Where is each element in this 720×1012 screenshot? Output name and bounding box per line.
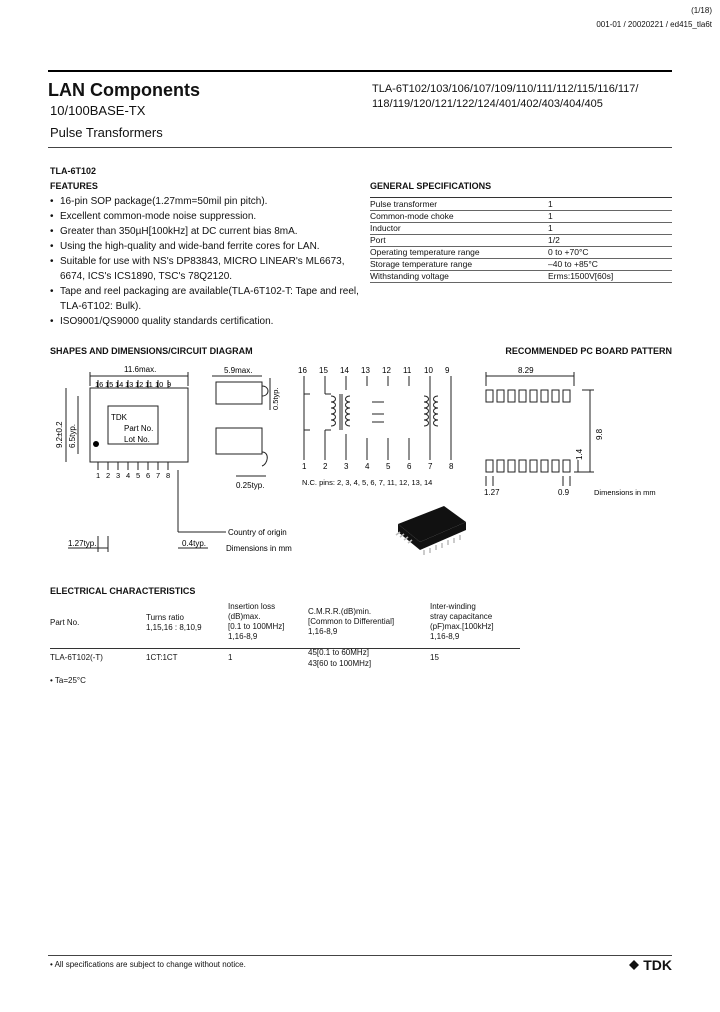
pin-label-5: 5 <box>136 471 141 480</box>
circuit-pin: 1 <box>302 462 307 471</box>
spec-label: Pulse transformer <box>370 199 438 209</box>
insertion-line: [0.1 to 100MHz] <box>228 622 285 631</box>
spec-label: Port <box>370 235 386 245</box>
capacitance-line: Inter-winding <box>430 602 476 611</box>
marking-lot: Lot No. <box>124 435 150 444</box>
pin-label-16: 16 <box>95 380 104 389</box>
capacitance-line: 1,16-8,9 <box>430 632 460 641</box>
general-specs-table <box>370 197 672 286</box>
spec-value: 0 to +70°C <box>548 247 589 257</box>
features-heading: FEATURES <box>50 181 98 191</box>
pin-label-15: 15 <box>105 380 114 389</box>
insertion-line: Insertion loss <box>228 602 276 611</box>
pin-label-14: 14 <box>115 380 124 389</box>
package-units: Dimensions in mm <box>226 544 292 553</box>
header-rule <box>48 70 672 72</box>
pin-label-3: 3 <box>116 471 121 480</box>
pin-label-8: 8 <box>166 471 171 480</box>
capacitance-line: (pF)max.[100kHz] <box>430 622 494 631</box>
pin-label-11: 11 <box>145 380 153 389</box>
shapes-heading: SHAPES AND DIMENSIONS/CIRCUIT DIAGRAM <box>50 346 253 356</box>
side-view-drawing <box>212 364 292 492</box>
general-specs-heading: GENERAL SPECIFICATIONS <box>370 181 492 191</box>
marking-part: Part No. <box>124 424 154 433</box>
footer-rule <box>48 955 672 956</box>
model-heading: TLA-6T102 <box>50 166 97 176</box>
circuit-pin: 3 <box>344 462 349 471</box>
component-photo <box>388 496 478 556</box>
feature-item: • Using the high-quality and wide-band ferrite cores for LAN. <box>50 239 360 254</box>
pcb-pattern-drawing <box>478 364 678 498</box>
cell-capacitance: 15 <box>430 653 439 662</box>
dim-lead-bend: 0.5typ. <box>271 387 280 410</box>
cell-cmrr-1: 45[0.1 to 60MHz] <box>308 648 369 657</box>
cell-part: TLA-6T102(-T) <box>50 653 103 662</box>
spec-label: Storage temperature range <box>370 259 473 269</box>
spec-label: Withstanding voltage <box>370 271 449 281</box>
cmrr-line: [Common to Differential] <box>308 617 395 626</box>
capacitance-line: stray capacitance <box>430 612 493 621</box>
dim-body: 6.5typ. <box>68 423 77 448</box>
dim-height: 9.2±0.2 <box>55 421 64 448</box>
model-list-2: 118/119/120/121/122/124/401/402/403/404/405 <box>372 98 603 110</box>
table-rule <box>50 648 520 649</box>
spec-label: Operating temperature range <box>370 247 480 257</box>
feature-item: • ISO9001/QS9000 quality standards certification. <box>50 314 360 329</box>
feature-item: • Tape and reel packaging are available(TLA-6T102-T: Tape and reel, TLA-6T102: Bulk). <box>50 284 360 314</box>
pin-label-10: 10 <box>155 380 164 389</box>
tdk-logo <box>628 957 672 973</box>
circuit-pin: 11 <box>403 366 412 375</box>
circuit-pin: 5 <box>386 462 391 471</box>
feature-item: • Suitable for use with NS's DP83843, MICRO LINEAR's ML6673, 6674, ICS's ICS1890, TSC's 78Q2120. <box>50 254 360 284</box>
spec-value: –40 to +85°C <box>548 259 598 269</box>
circuit-pin: 9 <box>445 366 450 375</box>
spec-value: 1 <box>548 211 553 221</box>
tdk-logo-icon <box>628 959 640 971</box>
pin-label-13: 13 <box>125 380 134 389</box>
features-list <box>50 194 360 329</box>
electrical-table <box>50 600 520 672</box>
pin-label-9: 9 <box>167 380 172 389</box>
circuit-diagram <box>292 364 472 488</box>
nc-note: N.C. pins: 2, 3, 4, 5, 6, 7, 11, 12, 13, 14 <box>302 478 433 487</box>
circuit-pin: 16 <box>298 366 307 375</box>
page-subtitle: 10/100BASE-TX <box>50 103 146 118</box>
pcb-pitch: 1.27 <box>484 488 500 497</box>
cell-insertion: 1 <box>228 653 233 662</box>
doc-code: 001-01 / 20020221 / ed415_tla6t <box>596 20 712 29</box>
col-cmrr-header <box>308 607 394 637</box>
country-note: Country of origin <box>228 528 287 537</box>
circuit-pin: 12 <box>382 366 391 375</box>
dim-width: 11.6max. <box>124 365 157 374</box>
feature-item: • 16-pin SOP package(1.27mm=50mil pin pitch). <box>50 194 360 209</box>
pin1-marker <box>93 441 99 447</box>
circuit-pin: 10 <box>424 366 433 375</box>
dim-side-height: 5.9max. <box>224 366 253 375</box>
page-subtitle-2: Pulse Transformers <box>50 125 163 140</box>
pcb-width: 8.29 <box>518 366 534 375</box>
col-turns-header <box>146 613 202 633</box>
col-insertion-header <box>228 602 284 642</box>
col-capacitance-header <box>430 602 494 642</box>
pin-label-4: 4 <box>126 471 131 480</box>
pin-label-7: 7 <box>156 471 161 480</box>
circuit-pin: 14 <box>340 366 349 375</box>
col-part-header: Part No. <box>50 618 80 627</box>
cmrr-line: 1,16-8,9 <box>308 627 338 636</box>
circuit-pin: 2 <box>323 462 328 471</box>
model-list-1: TLA-6T102/103/106/107/109/110/111/112/115/116/117/ <box>372 83 639 95</box>
dim-foot: 0.25typ. <box>236 481 265 490</box>
insertion-line: (dB)max. <box>228 612 261 621</box>
turns-line: Turns ratio <box>146 613 184 622</box>
pin-label-12: 12 <box>135 380 144 389</box>
spec-label: Inductor <box>370 223 401 233</box>
page-number: (1/18) <box>691 6 712 15</box>
circuit-wires <box>304 376 451 460</box>
circuit-pin: 15 <box>319 366 328 375</box>
feature-item: • Greater than 350µH[100kHz] at DC current bias 8mA. <box>50 224 360 239</box>
dim-pin-width: 0.4typ. <box>182 539 207 548</box>
marking-tdk: TDK <box>111 413 127 422</box>
pin-label-2: 2 <box>106 471 111 480</box>
insertion-line: 1,16-8,9 <box>228 632 258 641</box>
tdk-logo-text: TDK <box>643 957 672 973</box>
title-rule <box>48 147 672 148</box>
spec-value: Erms:1500V[60s] <box>548 271 614 281</box>
spec-value: 1 <box>548 223 553 233</box>
electrical-heading: ELECTRICAL CHARACTERISTICS <box>50 586 196 596</box>
temperature-note: • Ta=25°C <box>50 676 86 685</box>
circuit-pin: 6 <box>407 462 412 471</box>
pcb-heading: RECOMMENDED PC BOARD PATTERN <box>505 346 672 356</box>
circuit-pin: 7 <box>428 462 433 471</box>
pcb-height: 9.8 <box>595 428 604 440</box>
pcb-pad-width: 0.9 <box>558 488 570 497</box>
spec-value: 1 <box>548 199 553 209</box>
feature-item: • Excellent common-mode noise suppression. <box>50 209 360 224</box>
cell-cmrr-2: 43[60 to 100MHz] <box>308 659 372 668</box>
spec-label: Common-mode choke <box>370 211 454 221</box>
cell-turns: 1CT:1CT <box>146 653 178 662</box>
pin-label-6: 6 <box>146 471 151 480</box>
circuit-pin: 4 <box>365 462 370 471</box>
spec-value: 1/2 <box>548 235 560 245</box>
circuit-pin: 8 <box>449 462 454 471</box>
turns-line: 1,15,16 : 8,10,9 <box>146 623 202 632</box>
dim-pitch: 1.27typ. <box>68 539 97 548</box>
spec-row <box>370 270 672 283</box>
cmrr-line: C.M.R.R.(dB)min. <box>308 607 372 616</box>
page-title: LAN Components <box>48 80 200 100</box>
pin-label-1: 1 <box>96 471 101 480</box>
footer-note: • All specifications are subject to change without notice. <box>50 960 246 969</box>
circuit-pin: 13 <box>361 366 370 375</box>
pcb-units: Dimensions in mm <box>594 488 656 497</box>
pcb-pad-length: 1.4 <box>575 448 584 460</box>
